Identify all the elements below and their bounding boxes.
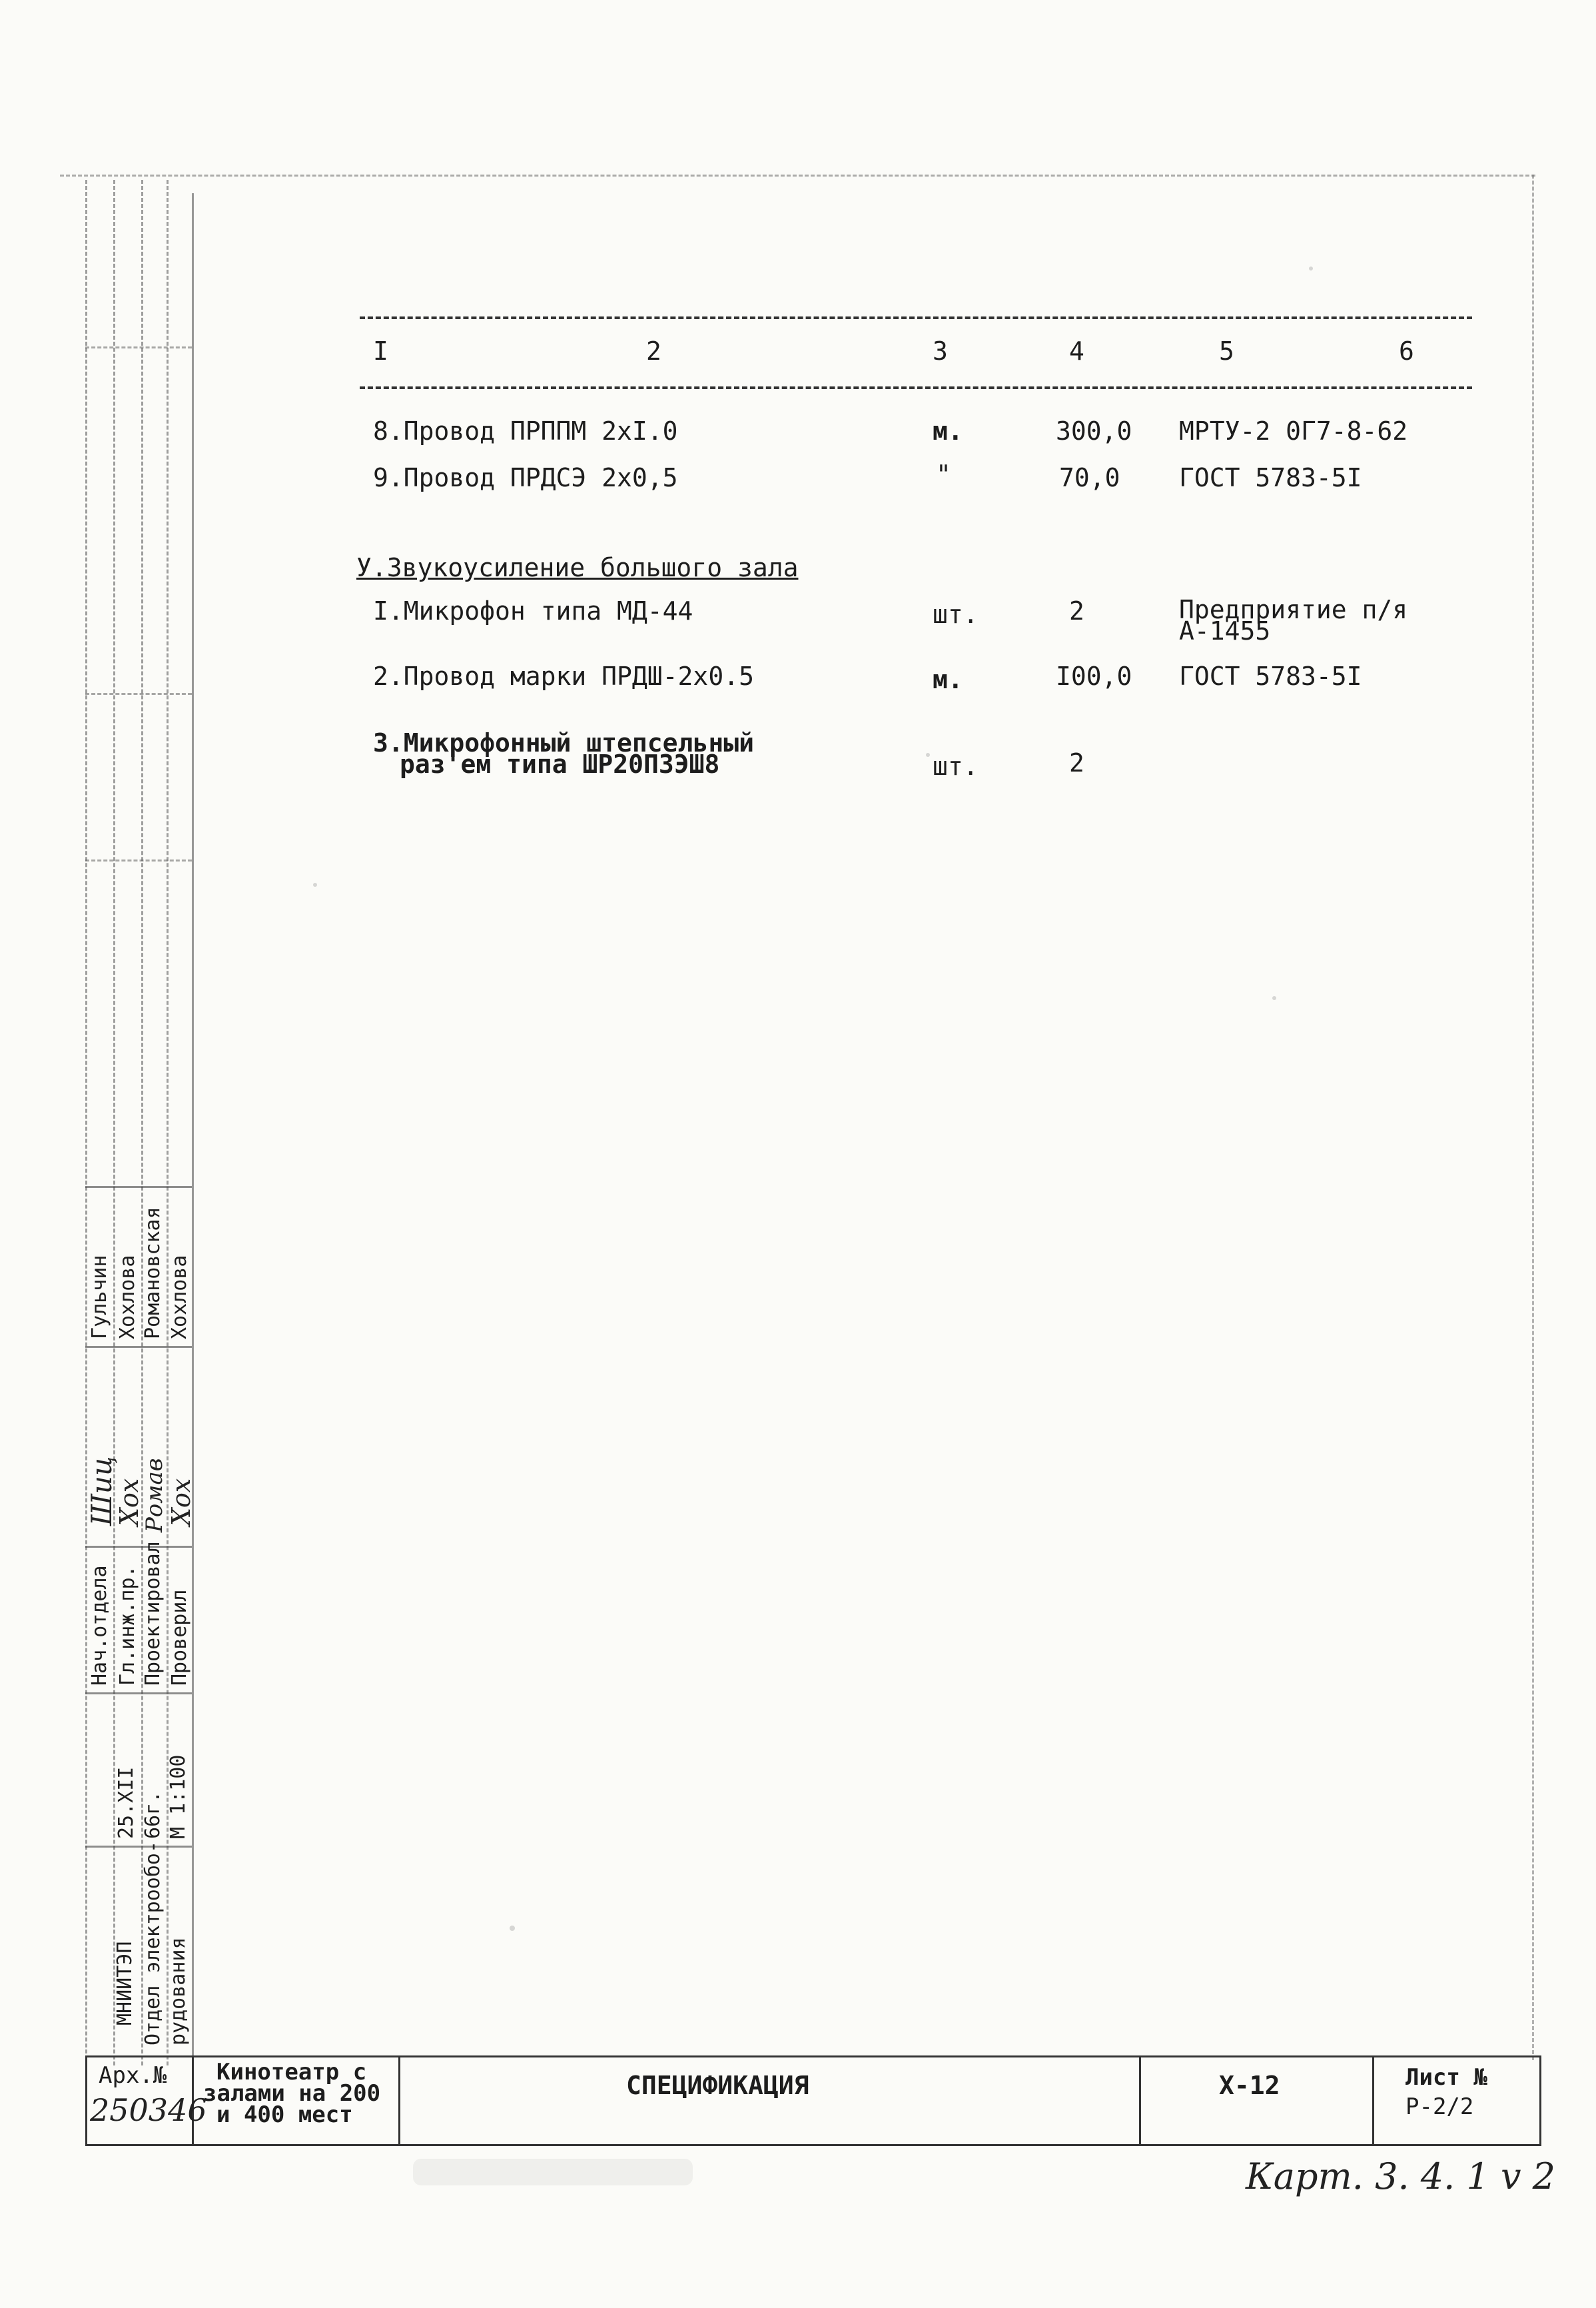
section-row-2-qty: I00,0 <box>1056 662 1132 691</box>
doc-code: Х-12 <box>1219 2071 1280 2100</box>
stamp-scale: М 1:100 <box>167 1754 190 1839</box>
stamp-org: МНИИТЭП <box>113 1941 137 2025</box>
stamp-hline <box>85 346 192 348</box>
signature-1: Шиц <box>85 1456 118 1526</box>
row-9-qty: 70,0 <box>1059 463 1120 492</box>
section-row-3-name-1: 3.Микрофонный штепсельный <box>373 728 754 758</box>
signature-3: Ромав <box>141 1458 168 1532</box>
stamp-line <box>141 180 143 2065</box>
row-8-doc: МРТУ-2 0Г7-8-62 <box>1179 416 1408 446</box>
arch-number: 250346 <box>90 2092 207 2128</box>
page-frame-top <box>60 175 1535 177</box>
section-row-1-qty: 2 <box>1069 596 1084 626</box>
stamp-hline <box>85 860 192 862</box>
row-8-name: 8.Провод ПРППМ 2xI.0 <box>373 416 678 446</box>
stamp-hline <box>85 1692 192 1694</box>
sheet-label: Лист № <box>1405 2064 1487 2091</box>
row-9-name: 9.Провод ПРДСЭ 2x0,5 <box>373 463 678 492</box>
col-header-3: 3 <box>933 336 948 366</box>
stamp-date: 25.XII <box>115 1766 138 1839</box>
object-line-2: залами на 200 <box>203 2080 381 2107</box>
col-header-4: 4 <box>1069 336 1084 366</box>
row-8-qty: 300,0 <box>1056 416 1132 446</box>
stamp-line <box>85 180 87 2065</box>
signature-4: Хох <box>167 1478 196 1526</box>
stamp-role-2: Гл.инж.пр. <box>116 1565 139 1686</box>
sheet-number: Р-2/2 <box>1405 2093 1474 2120</box>
object-line-1: Кинотеатр с <box>216 2059 367 2085</box>
stamp-dept-2: рудования <box>167 1937 190 2045</box>
scan-noise <box>413 2159 693 2185</box>
col-header-2: 2 <box>646 336 661 366</box>
row-8-unit: м. <box>933 416 963 446</box>
scan-speck <box>510 1926 515 1931</box>
stamp-name-1: Гульчин <box>88 1255 111 1339</box>
header-rule-top <box>360 316 1472 319</box>
stamp-name-3: Романовская <box>141 1207 165 1339</box>
stamp-year: 66г. <box>141 1790 165 1839</box>
title-block-divider <box>1139 2055 1141 2146</box>
section-row-1-unit: шт. <box>933 600 979 629</box>
scan-speck <box>1309 267 1313 271</box>
section-row-2-doc: ГОСТ 5783-5I <box>1179 662 1362 691</box>
doc-title: СПЕЦИФИКАЦИЯ <box>626 2071 809 2100</box>
section-row-1-doc-2: А-1455 <box>1179 616 1271 646</box>
section-row-2-name: 2.Провод марки ПРДШ-2x0.5 <box>373 662 754 691</box>
row-9-unit: " <box>936 460 951 489</box>
row-9-doc: ГОСТ 5783-5I <box>1179 463 1362 492</box>
col-header-1: I <box>373 336 388 366</box>
stamp-hline <box>85 1346 192 1348</box>
arch-label: Арх.№ <box>99 2062 167 2089</box>
stamp-hline <box>85 1846 192 1848</box>
scan-speck <box>926 753 930 757</box>
stamp-hline <box>85 1186 192 1188</box>
signature-2: Хох <box>115 1478 144 1526</box>
object-line-3: и 400 мест <box>216 2101 353 2128</box>
col-header-5: 5 <box>1219 336 1234 366</box>
section-row-3-name-2: раз'ем типа ШР20П3ЭШ8 <box>400 750 720 779</box>
section-row-1-name: I.Микрофон типа МД-44 <box>373 596 693 626</box>
stamp-role-1: Нач.отдела <box>88 1565 111 1686</box>
stamp-role-4: Проверил <box>168 1589 191 1686</box>
handwritten-note: Карт. 3. 4. 1 v 2 <box>1246 2155 1556 2197</box>
col-header-6: 6 <box>1399 336 1414 366</box>
section-row-3-qty: 2 <box>1069 748 1084 778</box>
title-block-divider <box>398 2055 400 2146</box>
scan-speck <box>313 883 317 887</box>
stamp-dept-1: Отдел электрообо- <box>141 1840 165 2045</box>
section-row-1-doc-1: Предприятие п/я <box>1179 595 1408 624</box>
page-frame-left <box>192 193 194 2059</box>
stamp-hline <box>85 693 192 695</box>
section-row-3-unit: шт. <box>933 752 979 781</box>
section-title: У.Звукоусиление большого зала <box>356 553 799 582</box>
stamp-name-4: Хохлова <box>168 1255 191 1339</box>
stamp-role-3: Проектировал <box>141 1541 165 1686</box>
scan-speck <box>1272 996 1276 1000</box>
title-block-divider <box>1372 2055 1374 2146</box>
stamp-hline <box>85 1546 192 1548</box>
stamp-name-2: Хохлова <box>116 1255 139 1339</box>
header-rule-bottom <box>360 386 1472 389</box>
section-row-2-unit: м. <box>933 665 963 694</box>
page-frame-right <box>1532 175 1534 2060</box>
